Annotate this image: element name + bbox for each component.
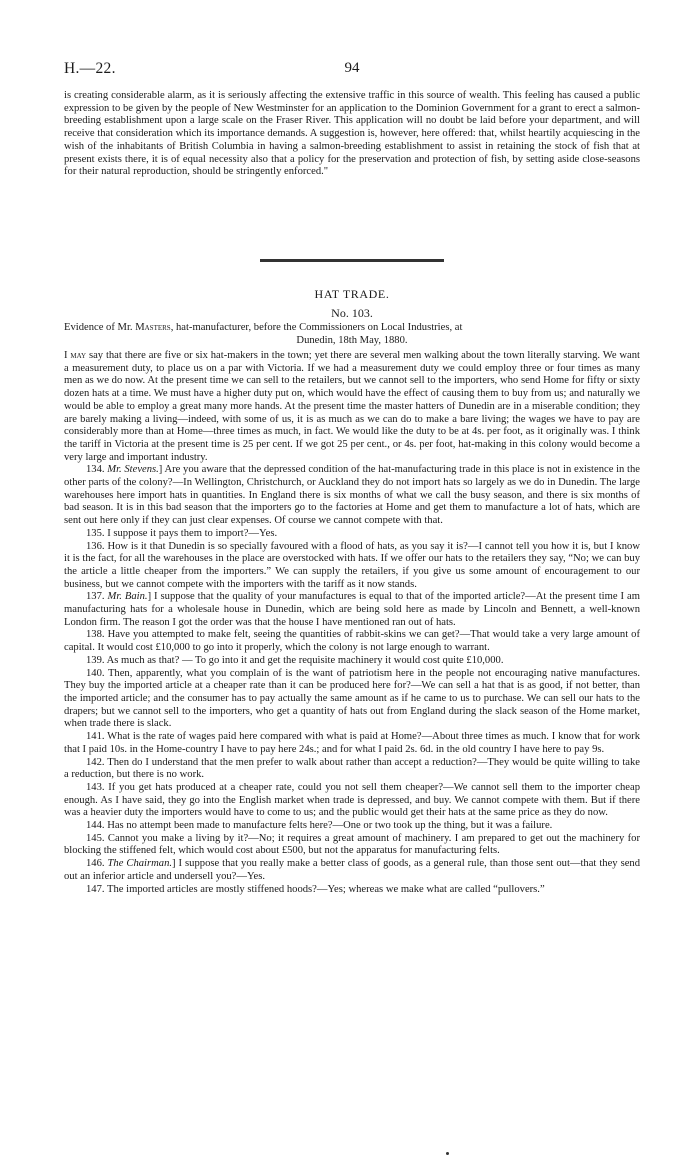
question-number: 144. — [86, 820, 105, 832]
question-number: 142. — [86, 756, 105, 768]
question-paragraph — [64, 731, 640, 756]
question-text: Then, apparently, what you complain of is the want of patriotism here in the people not encouraging native manufactures. They buy the imported article at a cheaper rate than it can be produced here for?—We can sell a hat that is as good, if not better, than the imported article; and the consumer has to pay actually the same amount as if he came to us to purchase. We can sell our hats to the drapers; but we cannot sell to the importers, who get a quantity of hats out from England during the slack season of the Home market, when trade there is slack. — [64, 667, 640, 730]
intro-paragraph: is creating considerable alarm, as it is seriously affecting the extensive traffic in this source of wealth. This feeling has caused a public expression to be given by the people of New Westminster for an application to the Dominion Government for a grant to erect a salmon-breeding establishment upon a large scale on the Fraser River. This application will no doubt be laid before your department, and will receive that consideration which its importance demands. A suggestion is, however, here offered: that, whilst heartily acquiescing in the wish of the inhabitants of British Columbia in having a salmon-breeding establishment to assist in retaining the stock of fish that at present exists there, it is of equal necessity also that a policy for the preservation and protection of fish, by setting aside close-seasons for their natural reproduction, should be stringently enforced." — [64, 90, 640, 178]
question-paragraph — [64, 541, 640, 592]
question-paragraph — [64, 757, 640, 782]
question-number: 139. — [86, 654, 105, 666]
question-number: 145. — [86, 832, 105, 844]
question-number: 136. — [86, 540, 105, 552]
question-paragraph — [64, 884, 640, 897]
question-number: 143. — [86, 781, 105, 793]
speaker-name: The Chairman. — [107, 858, 173, 870]
question-paragraph: 137. Mr. Bain.] I suppose that the quality of your manufactures is equal to that of the imported article?—At the present time I am manufacturing hats for a wholesale house in Dunedin, which are being sold here as made by Lincoln and Bennett, a well-known London firm. The reason I got the order was that the house I have mentioned ran out of hats. — [64, 591, 640, 628]
question-paragraph: 146. The Chairman.] I suppose that you really make a better class of goods, as a general rule, than those sent out—that they send out an inferior article and undersell you?—Yes. — [64, 858, 640, 882]
evidence-text-b: , hat-manufacturer, before the Commissioners on Local Industries, at — [170, 322, 463, 333]
speaker-name: Mr. Bain. — [107, 591, 148, 603]
question-number: 141. — [86, 731, 105, 743]
question-paragraph — [64, 668, 640, 732]
question-text: If you get hats produced at a cheaper rate, could you not sell them cheaper?—We cannot sell them to the importer cheap enough. As I have said, they go into the English market when trade is depressed, and buy. We cannot compete with them. But if there was a heavier duty the importers would have to come to us; and the public would get their hats at the same price as they do now. — [64, 781, 641, 819]
opening-lead: I may — [64, 350, 87, 361]
question-number: 134. — [86, 464, 105, 476]
section-heading: HAT TRADE. — [314, 287, 390, 301]
question-paragraph — [64, 782, 640, 820]
question-text: Are you aware that the depressed condition of the hat-manufacturing trade in this place is not in existence in the other parts of the colony?—In Wellington, Christchurch, or Auckland they do not import hats so largely as we do in Dunedin. The large warehouses here import hats in quantities. In England there is six months of what we call the busy season, and there is six months of bad season. It is in this bad season that the importers go to the factories at Home and get them to manufacture a lot of hats, which are sent out here only if they can just clear expenses. Of course we cannot compete with that. — [64, 464, 640, 527]
testimony-body — [64, 350, 640, 896]
page-number: 94 — [344, 60, 360, 76]
question-number: 147. — [86, 883, 105, 895]
question-text: How is it that Dunedin is so specially favoured with a flood of hats, as you say it is?—I cannot tell you how it is, but I know it is the fact, for all the warehouses in the place are overstocked with hats. If we offer our hats to the retailers they say, “No; we can buy the article a little cheaper from the importers.” We can supply the retailers, if you give us some amount of encouragement to our business, but we cannot compete with the importers with the tariff as it now stands. — [64, 540, 641, 590]
question-number: 138. — [86, 629, 105, 641]
document-reference: H.—22. — [64, 60, 116, 77]
question-paragraph — [64, 655, 640, 668]
witness-name: Masters — [135, 322, 171, 333]
running-header — [64, 60, 640, 80]
question-number: 140. — [86, 667, 105, 679]
evidence-place-date: Dunedin, 18th May, 1880. — [296, 334, 408, 346]
opening-text: say that there are five or six hat-makers in the town; yet there are several men walking about the town literally starving. We want a measurement duty, to place us on a par with Victoria. If we had a measurement duty we could employ three or four times as many men as we do now. At the present time we can sell to the retailers, but we cannot sell to the importers, who send Home for fifty or sixty dozen hats at a time. We must have a higher duty put on, which would have the effect of causing them to buy from us; and naturally we would be able to employ a great many more hands. At the present time the master hatters of Dunedin are in a miserable condition; they are barely making a living—indeed, with some of us, it is as much as we can do to make a bare living; the wages we have to pay are considerably more than at Home—three times as much, in fact. We would like the duty to be at 4s. per foot, as it originally was. I think the tariff in Victoria at the present time is 25 per cent. If we got 25 per cent., or 4s. per foot, hat-making in this colony would become a very large and important industry. — [64, 350, 640, 463]
question-text: Have you attempted to make felt, seeing the quantities of rabbit-skins we can get?—That would take a very large amount of capital. It would cost £10,000 to go into it properly, which the colony is not large enough to warrant. — [64, 629, 640, 654]
question-paragraph — [64, 629, 640, 654]
printer-mark — [446, 1152, 449, 1155]
question-paragraph: 134. Mr. Stevens.] Are you aware that the depressed condition of the hat-manufacturing trade in this place is not in existence in the other parts of the colony?—In Wellington, Christchurch, or Auckland they do not import hats so largely as we do in Dunedin. The large warehouses here import hats in quantities. In England there is six months of what we call the busy season, and there is six months of bad season. It is in this bad season that the importers go to the factories at Home and get them to manufacture a lot of hats, which are sent out here only if they can just clear expenses. Of course we cannot compete with that. — [64, 464, 640, 527]
question-text: I suppose that you really make a better class of goods, as a general rule, than those sent out—that they send out an inferior article and undersell you?—Yes. — [64, 858, 640, 882]
question-text: Has no attempt been made to manufacture felts here?—One or two took up the thing, but it was a failure. — [107, 820, 553, 832]
question-paragraph — [64, 820, 640, 833]
question-number: 137. — [86, 591, 105, 603]
question-number: 135. — [86, 527, 105, 539]
question-text: The imported articles are mostly stiffened hoods?—Yes; whereas we make what are called “pullovers.” — [107, 883, 545, 895]
question-text: I suppose it pays them to import?—Yes. — [107, 527, 278, 539]
speaker-name: Mr. Stevens. — [107, 464, 159, 476]
section-number: No. 103. — [331, 306, 373, 320]
evidence-caption — [64, 322, 640, 347]
question-text: Cannot you make a living by it?—No; it requires a great amount of machinery. I am prepared to get out the machinery for blocking the stiffened felt, which would cost about £500, but not the apparatus for manufacturing felts. — [64, 832, 640, 857]
section-divider — [260, 259, 444, 262]
question-text: What is the rate of wages paid here compared with what is paid at Home?—About three times as much. I know that for work that I paid 10s. in the Home-country I have to pay here 24s.; and for what I paid 2s. 6d. in the old country I have here to pay 9s. — [64, 731, 640, 755]
question-text: Then do I understand that the men prefer to walk about rather than accept a reduction?—They would be quite willing to take a reduction, but there is no work. — [64, 756, 640, 781]
question-text: As much as that? — To go into it and get the requisite machinery it would cost quite £10,000. — [106, 654, 504, 666]
question-number: 146. — [86, 858, 105, 870]
question-text: I suppose that the quality of your manufactures is equal to that of the imported article?—At the present time I am manufacturing hats for a wholesale house in Dunedin, which are being sold here as made by Lincoln and Bennett, a well-known London firm. The reason I got the order was that the house I have mentioned ran out of hats. — [64, 591, 640, 628]
question-paragraph — [64, 528, 640, 541]
intro-section — [64, 90, 640, 179]
opening-paragraph — [64, 350, 640, 464]
evidence-text-a: Evidence of Mr. — [64, 322, 136, 333]
evidence-line — [64, 322, 640, 335]
question-paragraph — [64, 833, 640, 858]
